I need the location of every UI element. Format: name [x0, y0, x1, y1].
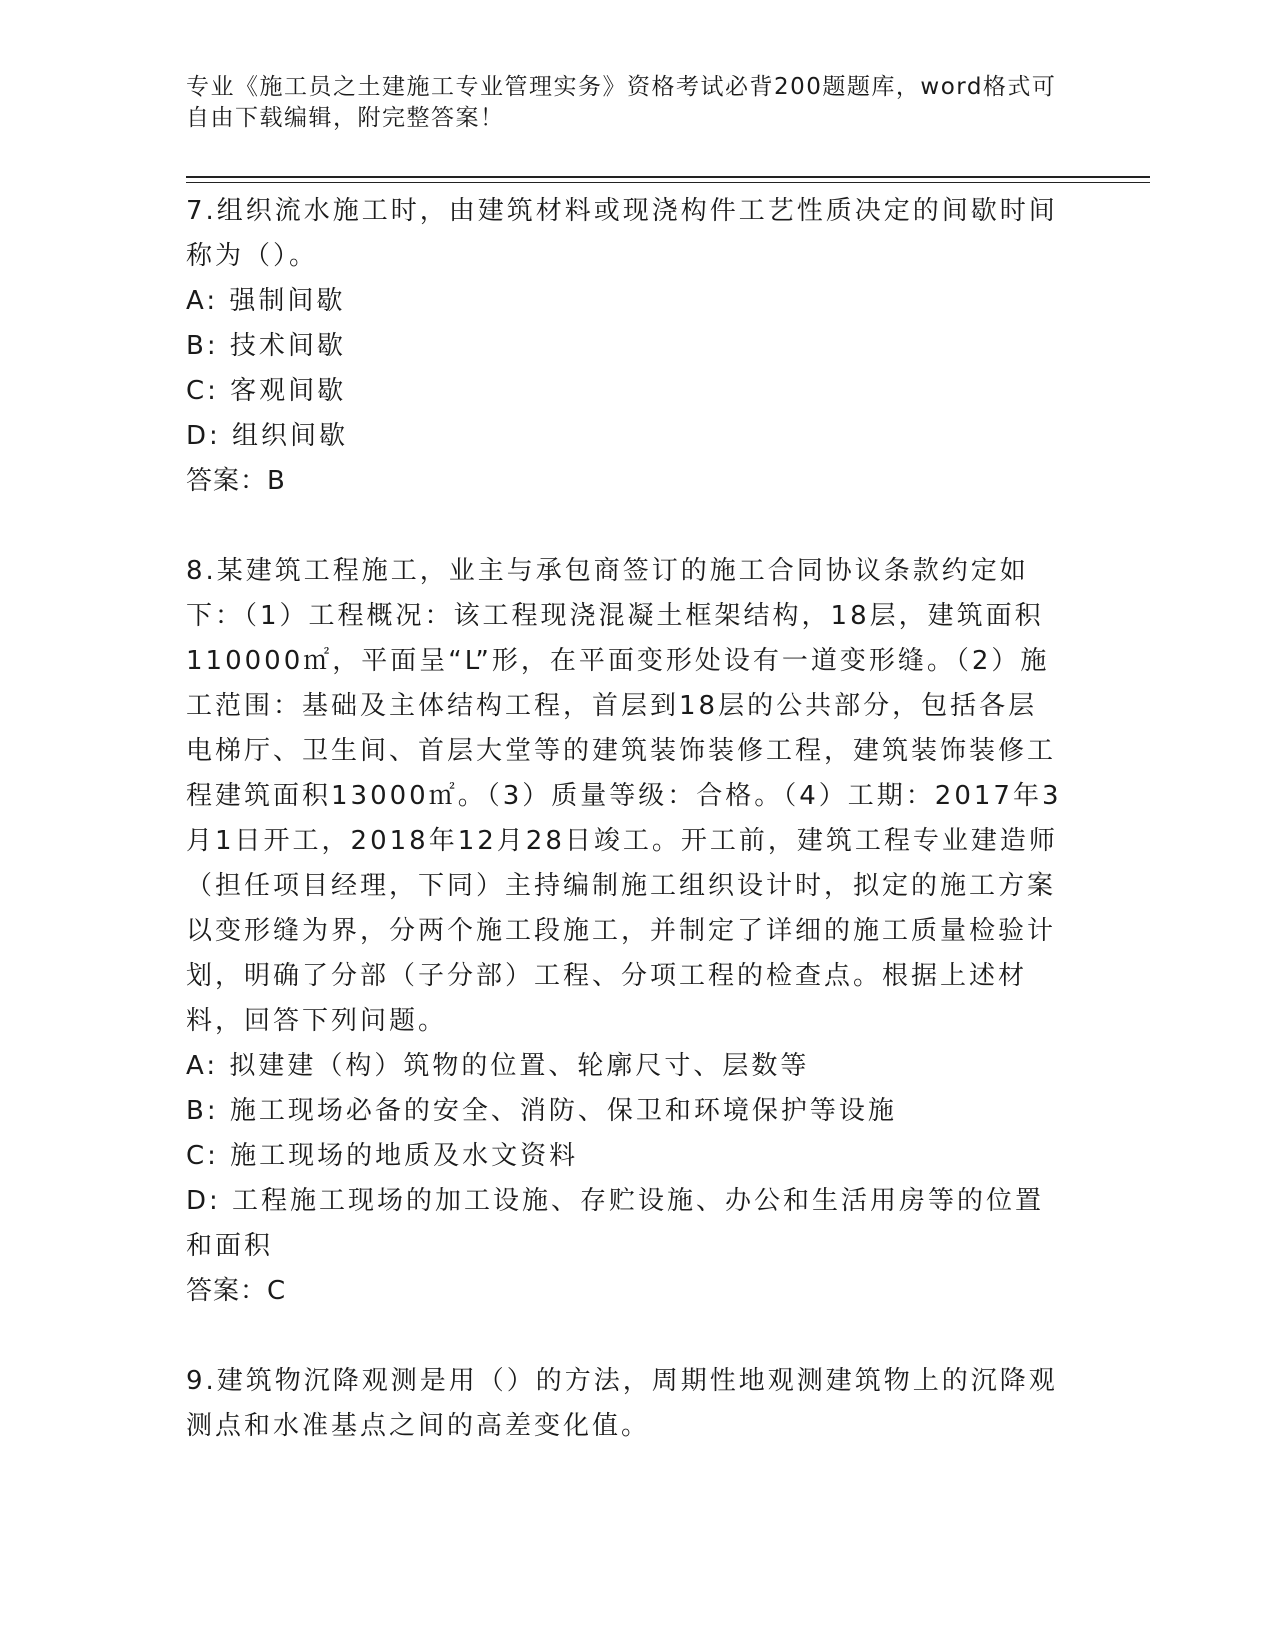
option-a: A: 强制间歇 — [186, 286, 346, 316]
question-stem: 9.建筑物沉降观测是用（）的方法，周期性地观测建筑物上的沉降观测点和水准基点之间的高差变化值。 — [186, 1366, 1058, 1441]
document-header — [186, 72, 1066, 134]
option-c: C: 客观间歇 — [186, 376, 347, 406]
question-list — [186, 189, 1066, 1449]
option-b: B: 技术间歇 — [186, 331, 346, 361]
header-divider-thin — [186, 182, 1150, 183]
answer-line: 答案：B — [186, 466, 286, 496]
option-d: D: 工程施工现场的加工设施、存贮设施、办公和生活用房等的位置和面积 — [186, 1186, 1045, 1261]
option-a: A: 拟建建（构）筑物的位置、轮廓尺寸、层数等 — [186, 1051, 810, 1081]
question-9 — [186, 1359, 1066, 1449]
question-8 — [186, 549, 1066, 1314]
answer-line: 答案：C — [186, 1276, 287, 1306]
question-spacer — [186, 1314, 1066, 1359]
option-b: B: 施工现场必备的安全、消防、保卫和环境保护等设施 — [186, 1096, 897, 1126]
question-stem: 8.某建筑工程施工，业主与承包商签订的施工合同协议条款约定如下：（1）工程概况：该工程现浇混凝土框架结构，18层，建筑面积110000㎡，平面呈“L”形，在平面变形处设有一道变形缝。（2）施工范围：基础及主体结构工程，首层到18层的公共部分，包括各层电梯厅、卫生间、首层大堂等的建筑装饰装修工程，建筑装饰装修工程建筑面积13000㎡。（3）质量等级：合格。（4）工期：2017年3月1日开工，2018年12月28日竣工。开工前，建筑工程专业建造师（担任项目经理，下同）主持编制施工组织设计时，拟定的施工方案以变形缝为界，分两个施工段施工，并制定了详细的施工质量检验计划，明确了分部（子分部）工程、分项工程的检查点。根据上述材料，回答下列问题。 — [186, 556, 1062, 1036]
option-c: C: 施工现场的地质及水文资料 — [186, 1141, 579, 1171]
header-text: 专业《施工员之土建施工专业管理实务》资格考试必背200题题库，word格式可自由下载编辑，附完整答案！ — [186, 74, 1057, 131]
question-stem: 7.组织流水施工时，由建筑材料或现浇构件工艺性质决定的间歇时间称为（）。 — [186, 196, 1058, 271]
question-7 — [186, 189, 1066, 504]
option-d: D: 组织间歇 — [186, 421, 349, 451]
header-divider-thick — [186, 176, 1150, 178]
question-spacer — [186, 504, 1066, 549]
